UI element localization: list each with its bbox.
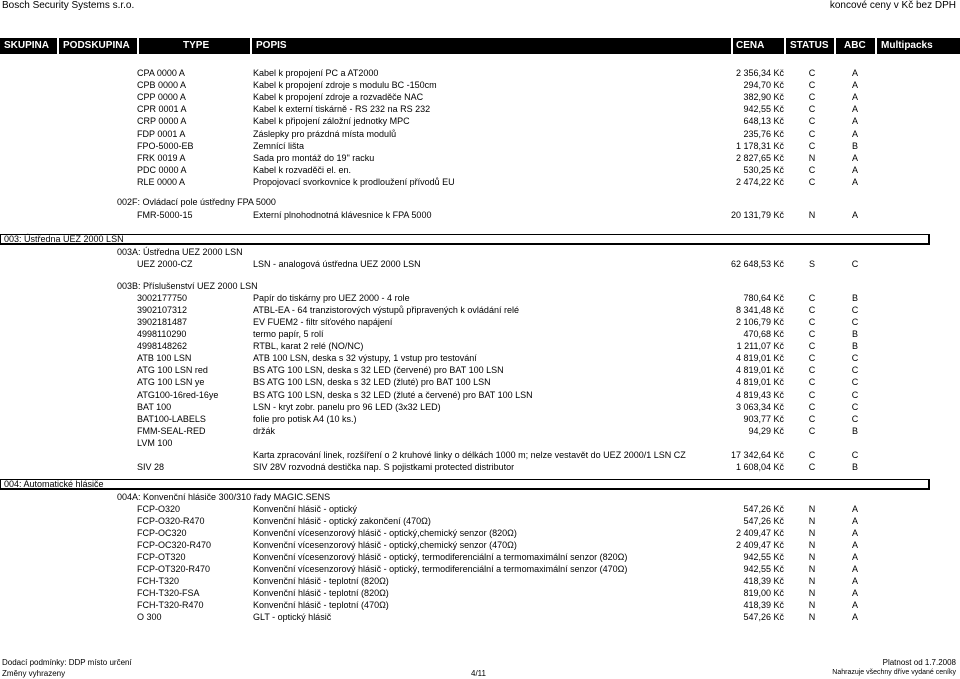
group-label: 003B: Příslušenství UEZ 2000 LSN: [117, 281, 258, 291]
product-status: C: [808, 329, 816, 340]
product-code: 4998148262: [137, 341, 188, 352]
product-code: FCP-OC320: [137, 528, 187, 538]
product-status: N: [808, 210, 816, 220]
product-status: C: [808, 353, 816, 364]
table-row: [0, 503, 960, 515]
product-code: CRP 0000 A: [137, 116, 187, 127]
table-row: [0, 563, 960, 575]
product-status: C: [808, 176, 816, 187]
product-code: FDP 0001 A: [137, 128, 186, 139]
product-price: 942,55 Kč: [743, 564, 784, 574]
product-abc: A: [851, 612, 858, 622]
product-status: C: [808, 80, 816, 91]
product-description: Konvenční hlásič - optický: [253, 504, 358, 514]
product-status: C: [808, 341, 816, 352]
product-code: FPO-5000-EB: [137, 140, 194, 151]
table-row: [0, 611, 960, 623]
product-abc: C: [851, 259, 859, 269]
delivery-terms: Dodací podmínky: DDP místo určení: [2, 658, 132, 667]
product-price: 62 648,53 Kč: [730, 259, 784, 269]
product-description: Konvenční hlásič - teplotní (820Ω): [253, 588, 389, 598]
group-label: 003A: Ústředna UEZ 2000 LSN: [117, 247, 243, 257]
table-row: [0, 551, 960, 563]
product-status: C: [808, 401, 816, 412]
product-code: BAT 100: [137, 401, 172, 412]
col-popis: POPIS: [252, 38, 733, 54]
product-status: C: [808, 449, 816, 460]
product-status: C: [808, 377, 816, 388]
product-abc: C: [851, 389, 859, 400]
product-status: C: [808, 92, 816, 103]
product-status: C: [808, 317, 816, 328]
product-description: Konvenční vícesenzorový hlásič - optický,chemický senzor (820Ω): [253, 528, 517, 538]
product-status: N: [808, 612, 816, 622]
product-price: 4 819,01 Kč: [735, 365, 784, 376]
product-description: Propojovací svorkovnice k prodloužení přívodů EU: [253, 176, 455, 187]
product-status: C: [808, 104, 816, 115]
product-price: 1 608,04 Kč: [735, 461, 784, 472]
product-price: 2 409,47 Kč: [735, 528, 784, 538]
product-code: PDC 0000 A: [137, 164, 187, 175]
product-code: FCP-OC320-R470: [137, 540, 212, 550]
table-row: [0, 599, 960, 611]
product-description: ATBL-EA - 64 tranzistorových výstupů připravených k ovládání relé: [253, 305, 519, 316]
table-row: [0, 115, 960, 127]
product-price: 942,55 Kč: [743, 104, 784, 115]
product-price: 2 474,22 Kč: [735, 176, 784, 187]
product-abc: C: [851, 449, 859, 460]
table-row: [0, 164, 960, 176]
product-abc: C: [851, 317, 859, 328]
product-description: Externí plnohodnotná klávesnice k FPA 5000: [253, 210, 432, 220]
product-code: 3902181487: [137, 317, 188, 328]
product-code: BAT100-LABELS: [137, 413, 206, 424]
product-code: ATG 100 LSN ye: [137, 377, 205, 388]
product-status: N: [808, 504, 816, 514]
product-abc: A: [851, 588, 858, 598]
product-price: 2 409,47 Kč: [735, 540, 784, 550]
product-abc: A: [851, 152, 858, 163]
product-description: Kabel k propojení zdroje a rozvaděče NAC: [253, 92, 424, 103]
product-description: Zemnící lišta: [253, 140, 305, 151]
product-price: 94,29 Kč: [748, 425, 784, 436]
product-description: Záslepky pro prázdná místa modulů: [253, 128, 397, 139]
product-abc: A: [851, 576, 858, 586]
product-abc: A: [851, 92, 858, 103]
product-description: Konvenční vícesenzorový hlásič - optický, termodiferenciální a termomaximální senzor (470Ω): [253, 564, 628, 574]
product-status: N: [808, 540, 816, 550]
table-row: [0, 413, 960, 425]
product-code: FMM-SEAL-RED: [137, 425, 206, 436]
product-price: 235,76 Kč: [743, 128, 784, 139]
product-status: N: [808, 576, 816, 586]
product-abc: A: [851, 68, 858, 78]
product-abc: C: [851, 305, 859, 316]
product-status: N: [808, 152, 816, 163]
table-row: [0, 103, 960, 115]
product-abc: A: [851, 164, 858, 175]
product-abc: C: [851, 413, 859, 424]
product-status: S: [808, 259, 815, 269]
product-description: Kabel k rozvaděči el. en.: [253, 164, 352, 175]
product-status: C: [808, 305, 816, 316]
product-abc: A: [851, 80, 858, 91]
product-price: 530,25 Kč: [743, 164, 784, 175]
table-row: [0, 152, 960, 164]
product-price: 1 211,07 Kč: [736, 341, 784, 352]
product-price: 470,68 Kč: [743, 329, 784, 340]
product-description: BS ATG 100 LSN, deska s 32 LED (červené) pro BAT 100 LSN: [253, 365, 504, 376]
product-status: C: [808, 425, 816, 436]
changes-note: Změny vyhrazeny: [2, 669, 66, 678]
product-code: FCP-O320: [137, 504, 181, 514]
product-description: Kabel k propojení zdroje s modulu BC -150cm: [253, 80, 437, 91]
product-abc: B: [851, 140, 858, 151]
valid-from: Platnost od 1.7.2008: [882, 658, 956, 667]
table-row: [0, 258, 960, 270]
product-description: Konvenční vícesenzorový hlásič - optický,chemický senzor (470Ω): [253, 540, 517, 550]
product-description: BS ATG 100 LSN, deska s 32 LED (žluté a červené) pro BAT 100 LSN: [253, 389, 533, 400]
page-number: 4/11: [471, 669, 486, 678]
table-row: [0, 401, 960, 413]
table-row: [0, 67, 960, 79]
product-abc: C: [851, 365, 859, 376]
product-price: 294,70 Kč: [743, 80, 784, 91]
product-price: 2 827,65 Kč: [735, 152, 784, 163]
product-code: ATG100-16red-16ye: [137, 389, 219, 400]
product-description: Kabel k připojení záložní jednotky MPC: [253, 116, 410, 127]
table-row: [0, 128, 960, 140]
group-label: 004A: Konvenční hlásiče 300/310 řady MAGIC.SENS: [117, 492, 331, 502]
product-abc: B: [851, 425, 858, 436]
table-row: [0, 209, 960, 221]
product-description: GLT - optický hlásič: [253, 612, 332, 622]
col-skupina: SKUPINA: [0, 38, 59, 54]
table-row: [0, 389, 960, 401]
table-row: [0, 527, 960, 539]
table-row: [0, 79, 960, 91]
table-row: [0, 575, 960, 587]
product-abc: A: [851, 552, 858, 562]
product-abc: C: [851, 377, 859, 388]
product-abc: A: [851, 540, 858, 550]
product-abc: A: [851, 516, 858, 526]
product-code: 4998110290: [137, 329, 187, 340]
product-status: N: [808, 516, 816, 526]
product-code: UEZ 2000-CZ: [137, 259, 193, 269]
table-row: [0, 304, 960, 316]
table-row: [0, 352, 960, 364]
product-price: 547,26 Kč: [743, 516, 784, 526]
product-abc: A: [851, 528, 858, 538]
product-price: 4 819,01 Kč: [735, 353, 784, 364]
pricelist-title: koncové ceny v Kč bez DPH: [829, 0, 956, 11]
product-code: FCH-T320: [137, 576, 180, 586]
product-status: C: [808, 389, 816, 400]
product-description: držák: [253, 425, 276, 436]
section-heading-003: [0, 234, 930, 245]
col-type: TYPE: [139, 38, 252, 54]
product-description: Kabel k externí tiskárně - RS 232 na RS 232: [253, 104, 431, 115]
product-abc: B: [851, 461, 858, 472]
product-status: C: [808, 164, 816, 175]
product-status: C: [808, 128, 816, 139]
product-code: LVM 100: [137, 437, 173, 448]
product-description: SIV 28V rozvodná destička nap. S pojistkami protected distributor: [253, 461, 515, 472]
product-code: 3002177750: [137, 293, 188, 303]
product-price: 819,00 Kč: [743, 588, 784, 598]
product-price: 20 131,79 Kč: [730, 210, 784, 220]
replaces-note: Nahrazuje všechny dříve vydané ceníky: [832, 669, 956, 676]
table-row: [0, 425, 960, 437]
column-header-bar: [0, 38, 960, 56]
product-code: RLE 0000 A: [137, 176, 186, 187]
product-status: C: [808, 413, 816, 424]
product-price: 903,77 Kč: [743, 413, 784, 424]
product-code: FCH-T320-R470: [137, 600, 204, 610]
product-code: ATB 100 LSN: [137, 353, 192, 364]
product-abc: A: [851, 504, 858, 514]
product-code: ATG 100 LSN red: [137, 365, 208, 376]
group-label: 002F: Ovládací pole ústředny FPA 5000: [117, 197, 276, 207]
product-abc: B: [851, 329, 858, 340]
product-description: Karta zpracování linek, rozšíření o 2 kruhové linky o délkách 1000 m; nelze vestavět do UEZ 2000/1 LSN CZ: [253, 449, 686, 460]
product-price: 8 341,48 Kč: [735, 305, 784, 316]
product-price: 418,39 Kč: [743, 600, 784, 610]
product-description: folie pro potisk A4 (10 ks.): [253, 413, 357, 424]
product-abc: A: [851, 210, 858, 220]
product-description: LSN - analogová ústředna UEZ 2000 LSN: [253, 259, 421, 269]
col-abc: ABC: [836, 38, 877, 54]
product-status: C: [808, 116, 816, 127]
product-abc: C: [851, 353, 859, 364]
product-abc: A: [851, 104, 858, 115]
product-code: 3902107312: [137, 305, 188, 316]
product-description: Kabel k propojení PC a AT2000: [253, 68, 379, 78]
product-code: CPB 0000 A: [137, 80, 187, 91]
col-multipacks: Multipacks: [881, 40, 933, 51]
product-price: 547,26 Kč: [743, 504, 784, 514]
product-description: termo papír, 5 rolí: [253, 329, 324, 340]
group-heading-004a: [0, 491, 960, 503]
product-code: CPP 0000 A: [137, 92, 186, 103]
product-description: RTBL, karat 2 relé (NO/NC): [253, 341, 364, 352]
product-price: 648,13 Kč: [743, 116, 784, 127]
product-price: 382,90 Kč: [743, 92, 784, 103]
product-description: Konvenční hlásič - teplotní (820Ω): [253, 576, 389, 586]
product-code: FCH-T320-FSA: [137, 588, 200, 598]
product-status: N: [808, 600, 816, 610]
product-abc: B: [851, 341, 858, 352]
product-status: C: [808, 293, 816, 303]
section-label: 004: Automatické hlásiče: [4, 479, 104, 489]
table-row: [0, 140, 960, 152]
product-price: 17 342,64 Kč: [730, 449, 784, 460]
product-abc: A: [851, 600, 858, 610]
product-description: Konvenční hlásič - optický zakončení (470Ω): [253, 516, 431, 526]
group-heading-003b: [0, 280, 960, 292]
col-podskupina: PODSKUPINA: [59, 38, 139, 54]
product-code: CPR 0001 A: [137, 104, 187, 115]
col-cena: CENA: [733, 38, 786, 54]
company-name: Bosch Security Systems s.r.o.: [2, 0, 135, 11]
product-abc: A: [851, 176, 858, 187]
table-row: [0, 461, 960, 473]
table-row: [0, 292, 960, 304]
product-price: 780,64 Kč: [743, 293, 784, 303]
table-row: [0, 376, 960, 388]
product-code: FRK 0019 A: [137, 152, 186, 163]
table-row: [0, 328, 960, 340]
product-code: SIV 28: [137, 461, 165, 472]
section-label: 003: Ústředna UEZ 2000 LSN: [4, 234, 124, 244]
product-description: Konvenční vícesenzorový hlásič - optický, termodiferenciální a termomaximální senzor (820Ω): [253, 552, 628, 562]
product-status: N: [808, 588, 816, 598]
table-row: [0, 364, 960, 376]
product-abc: A: [851, 116, 858, 127]
table-row: [0, 437, 960, 449]
product-price: 547,26 Kč: [743, 612, 784, 622]
section-heading-004: [0, 479, 930, 490]
col-status: STATUS: [786, 38, 836, 54]
product-price: 2 106,79 Kč: [735, 317, 784, 328]
product-price: 3 063,34 Kč: [735, 401, 784, 412]
table-row: [0, 91, 960, 103]
product-abc: A: [851, 564, 858, 574]
product-status: C: [808, 461, 816, 472]
table-row: [0, 176, 960, 188]
table-row: [0, 316, 960, 328]
product-status: N: [808, 564, 816, 574]
product-description: Sada pro montáž do 19" racku: [253, 152, 375, 163]
product-description: Papír do tiskárny pro UEZ 2000 - 4 role: [253, 293, 410, 303]
product-price: 4 819,01 Kč: [735, 377, 784, 388]
table-row: [0, 515, 960, 527]
product-description: EV FUEM2 - filtr síťového napájení: [253, 317, 393, 328]
product-price: 2 356,34 Kč: [735, 68, 784, 78]
product-code: FCP-OT320: [137, 552, 186, 562]
product-code: O 300: [137, 612, 162, 622]
product-code: FMR-5000-15: [137, 210, 193, 220]
product-status: C: [808, 365, 816, 376]
product-description: LSN - kryt zobr. panelu pro 96 LED (3x32 LED): [253, 401, 441, 412]
product-description: ATB 100 LSN, deska s 32 výstupy, 1 vstup pro testování: [253, 353, 477, 364]
table-row: [0, 449, 960, 461]
product-abc: A: [851, 128, 858, 139]
product-description: Konvenční hlásič - teplotní (470Ω): [253, 600, 389, 610]
product-price: 418,39 Kč: [743, 576, 784, 586]
table-row: [0, 539, 960, 551]
product-status: N: [808, 528, 816, 538]
product-abc: C: [851, 401, 859, 412]
product-price: 4 819,43 Kč: [735, 389, 784, 400]
group-heading-002f: [0, 196, 960, 208]
product-price: 1 178,31 Kč: [735, 140, 784, 151]
table-row: [0, 340, 960, 352]
product-abc: B: [851, 293, 858, 303]
product-status: N: [808, 552, 816, 562]
product-status: C: [808, 68, 816, 78]
product-code: CPA 0000 A: [137, 68, 185, 78]
product-description: BS ATG 100 LSN, deska s 32 LED (žluté) pro BAT 100 LSN: [253, 377, 491, 388]
product-status: C: [808, 140, 816, 151]
product-code: FCP-O320-R470: [137, 516, 205, 526]
product-code: FCP-OT320-R470: [137, 564, 211, 574]
group-heading-003a: [0, 246, 960, 258]
product-price: 942,55 Kč: [743, 552, 784, 562]
table-row: [0, 587, 960, 599]
